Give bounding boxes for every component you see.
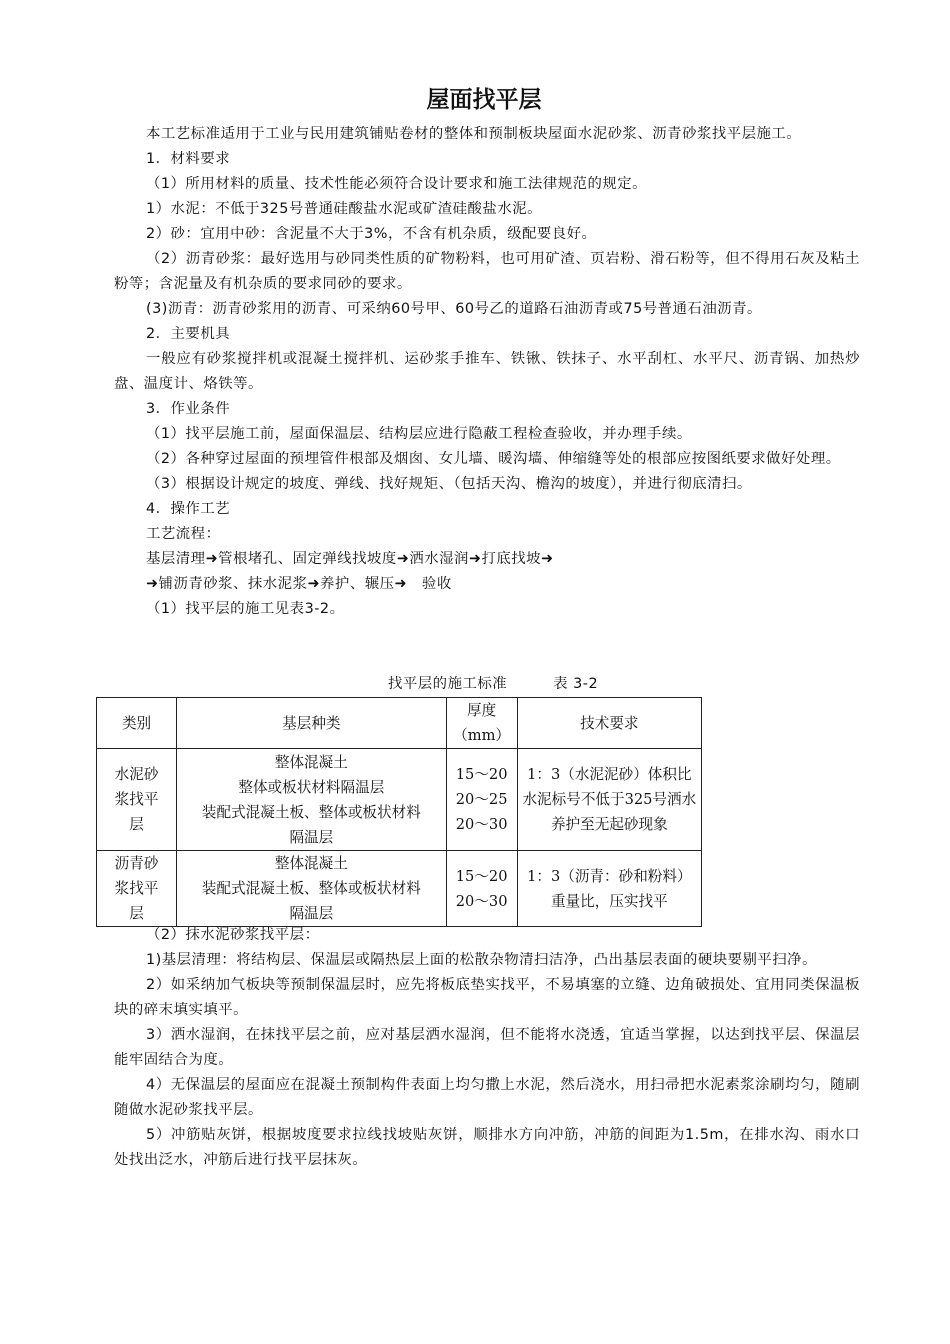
header-thickness [446, 698, 517, 749]
cell-line: 20～25 [455, 791, 508, 808]
cell-line: 15～20 [455, 867, 508, 885]
cell-line: 装配式混凝土板、整体或板状材料 [201, 803, 421, 821]
section-3-heading: 3．作业条件 [146, 401, 231, 417]
construction-standard-table [96, 697, 702, 927]
flow-label: 工艺流程： [146, 526, 221, 542]
upper-text-block [114, 122, 860, 622]
cell-line: 20～30 [455, 816, 508, 833]
cell-line: 浆找平 [114, 880, 159, 897]
cell-line: 层 [129, 816, 144, 833]
section-5-item: 1)基层清理：将结构层、保温层或隔热层上面的松散杂物清扫洁净，凸出基层表面的硬块要剔平扫净。 [146, 952, 817, 968]
header-base-type: 基层种类 [177, 698, 446, 749]
cell-line: 隔温层 [289, 828, 334, 846]
cell-thickness [446, 749, 517, 851]
section-5-item: 3）洒水湿润，在抹找平层之前，应对基层洒水湿润，但不能将水浇透，宜适当掌握，以达到找平层、保温层能牢固结合为度。 [114, 1027, 860, 1068]
header-requirement: 技术要求 [517, 698, 701, 749]
cell-line: 15～20 [455, 766, 508, 783]
cell-line: 整体混凝土 [274, 855, 348, 872]
cell-line: 沥青砂 [114, 855, 159, 872]
cell-base-type [177, 851, 446, 927]
cell-line: 整体混凝土 [274, 753, 348, 771]
section-3-item: （1）找平层施工前，屋面保温层、结构层应进行隐蔽工程检查验收，并办理手续。 [146, 426, 692, 442]
section-3-item: （3）根据设计规定的坡度、弹线、找好规矩、（包括天沟、檐沟的坡度），并进行彻底清扫。 [146, 476, 752, 492]
cell-category [97, 851, 177, 927]
lower-text-block [114, 923, 860, 1173]
cell-line: 整体或板状材料隔温层 [238, 778, 385, 796]
section-1-item: （1）所用材料的质量、技术性能必须符合设计要求和施工法律规范的规定。 [146, 176, 648, 192]
cell-line: 装配式混凝土板、整体或板状材料 [201, 880, 421, 897]
table-header-row [97, 698, 702, 749]
section-4-heading: 4．操作工艺 [146, 501, 231, 517]
cell-line: 浆找平 [114, 791, 159, 808]
table-number: 表 3-2 [553, 676, 599, 692]
section-5-item: 5）冲筋贴灰饼，根据坡度要求拉线找坡贴灰饼，顺排水方向冲筋，冲筋的间距为1.5m，在排水沟、雨水口处找出泛水，冲筋后进行找平层抹灰。 [114, 1127, 860, 1168]
section-2-text: 一般应有砂浆搅拌机或混凝土搅拌机、运砂浆手推车、铁锹、铁抹子、水平刮杠、水平尺、沥青锅、加热炒盘、温度计、烙铁等。 [114, 351, 860, 392]
section-5-heading: （2）抹水泥砂浆找平层： [146, 927, 320, 943]
cell-line: 20～30 [455, 892, 508, 910]
section-1-item: 1）水泥：不低于325号普通硅酸盐水泥或矿渣硅酸盐水泥。 [146, 201, 542, 217]
cell-category [97, 749, 177, 851]
cell-line: 水泥砂 [114, 766, 159, 783]
section-1-heading: 1．材料要求 [146, 151, 231, 167]
intro-paragraph: 本工艺标准适用于工业与民用建筑铺贴卷材的整体和预制板块屋面水泥砂浆、沥青砂浆找平层施工。 [146, 126, 802, 142]
flow-line: ➜铺沥青砂浆、抹水泥浆➜养护、辗压➜ 验收 [146, 576, 452, 592]
table-caption [388, 673, 598, 695]
section-1-item: （2）沥青砂浆：最好选用与砂同类性质的矿物粉料，也可用矿渣、页岩粉、滑石粉等，但不得用石灰及粘土粉等；含泥量及有机杂质的要求同砂的要求。 [114, 251, 860, 292]
section-5-item: 2）如采纳加气板块等预制保温层时，应先将板底垫实找平，不易填塞的立缝、边角破损处、宜用同类保温板块的碎末填实填平。 [114, 977, 860, 1018]
header-thickness-unit: （mm） [453, 727, 511, 744]
page-title: 屋面找平层 [426, 87, 542, 113]
cell-requirement: 1：3（沥青：砂和粉料）重量比，压实找平 [517, 851, 701, 927]
cell-line: 隔温层 [289, 905, 334, 922]
table-row [97, 749, 702, 851]
table-reference: （1）找平层的施工见表3-2。 [146, 601, 345, 617]
flow-line: 基层清理➜管根堵孔、固定弹线找坡度➜洒水湿润➜打底找坡➜ [146, 551, 554, 567]
table-caption-title: 找平层的施工标准 [388, 676, 508, 692]
cell-thickness [446, 851, 517, 927]
header-thickness-line: 厚度 [467, 702, 497, 719]
section-5-item: 4）无保温层的屋面应在混凝土预制构件表面上均匀撒上水泥，然后浇水，用扫帚把水泥素浆涂刷均匀，随刷随做水泥砂浆找平层。 [114, 1077, 860, 1118]
section-2-heading: 2．主要机具 [146, 326, 231, 342]
cell-base-type [177, 749, 446, 851]
section-3-item: （2）各种穿过屋面的预埋管件根部及烟囱、女儿墙、暖沟墙、伸缩缝等处的根部应按图纸要求做好处理。 [146, 451, 841, 467]
section-1-item: 2）砂：宜用中砂：含泥量不大于3%，不含有机杂质，级配要良好。 [146, 226, 597, 242]
cell-requirement: 1：3（水泥泥砂）体积比水泥标号不低于325号洒水养护至无起砂现象 [517, 749, 701, 851]
cell-line: 层 [129, 905, 144, 922]
header-category: 类别 [97, 698, 177, 749]
section-1-item: (3)沥青：沥青砂浆用的沥青、可采纳60号甲、60号乙的道路石油沥青或75号普通石油沥青。 [146, 301, 762, 317]
table-row [97, 851, 702, 927]
